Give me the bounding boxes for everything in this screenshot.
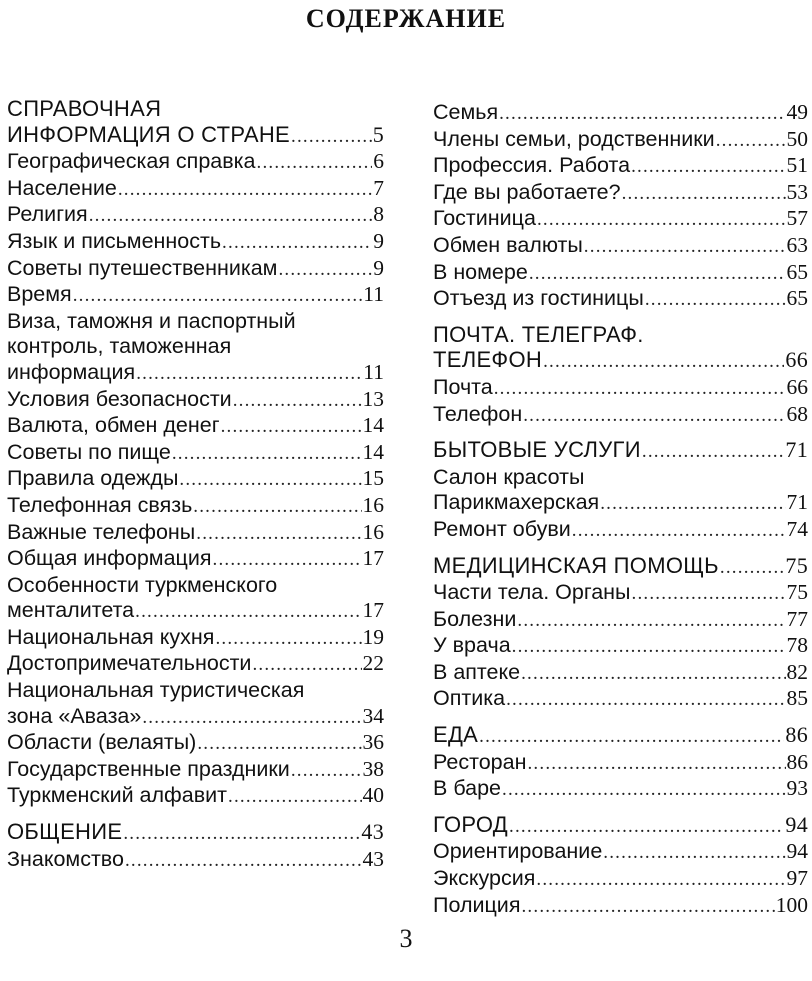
toc-section	[433, 722, 808, 803]
toc-entry-title: Достопримечательности	[7, 651, 252, 676]
toc-page-number: 97	[786, 866, 808, 891]
toc-entry	[433, 633, 808, 660]
dot-leader	[222, 230, 372, 256]
dot-leader	[291, 124, 372, 150]
toc-entry-title: Государственные праздники	[7, 756, 290, 781]
dot-leader	[179, 467, 361, 493]
dot-leader	[142, 705, 361, 731]
toc-entry	[7, 757, 384, 784]
toc-entry-title: ИНФОРМАЦИЯ О СТРАНЕ	[7, 121, 291, 147]
toc-section	[433, 322, 808, 428]
toc-page-number: 77	[786, 606, 808, 631]
toc-entry-title: Члены семьи, родственники	[433, 126, 715, 151]
toc-page-number: 93	[786, 776, 808, 801]
toc-entry-title: Экскурсия	[433, 866, 536, 891]
toc-entry-title: Важные телефоны	[7, 519, 196, 544]
toc-entry-title: Туркменский алфавит	[7, 783, 227, 808]
toc-page-number: 14	[362, 413, 384, 438]
toc-left-column	[7, 96, 384, 873]
dot-leader	[529, 261, 786, 287]
toc-page-number: 13	[362, 386, 384, 411]
toc-page-number: 11	[363, 282, 384, 307]
toc-entry-title: В аптеке	[433, 659, 521, 684]
dot-leader	[523, 403, 785, 429]
toc-page-number: 86	[786, 749, 808, 774]
toc-entry-title: Гостиница	[433, 206, 536, 231]
toc-entry	[433, 153, 808, 180]
toc-entry	[433, 893, 808, 920]
toc-page-number: 6	[373, 149, 384, 174]
toc-entry-title: Валюта, обмен денег	[7, 413, 220, 438]
dot-leader	[600, 491, 785, 517]
toc-page-number: 34	[362, 703, 384, 728]
dot-leader	[527, 751, 785, 777]
toc-page-number: 9	[373, 228, 384, 253]
toc-entry-title: Религия	[7, 202, 88, 227]
dot-leader	[572, 518, 786, 544]
toc-page-number: 50	[786, 126, 808, 151]
toc-entry	[7, 282, 384, 309]
toc-entry-title: Части тела. Органы	[433, 580, 631, 605]
dot-leader	[521, 661, 785, 687]
dot-leader	[136, 361, 362, 387]
dot-leader	[512, 634, 786, 660]
toc-entry-title: СПРАВОЧНАЯ	[7, 96, 162, 121]
toc-entry-title: МЕДИЦИНСКАЯ ПОМОЩЬ	[433, 552, 719, 578]
toc-entry	[7, 413, 384, 440]
toc-page-number: 75	[786, 580, 808, 605]
toc-page-number: 85	[786, 686, 808, 711]
toc-entry-title: Болезни	[433, 606, 517, 631]
toc-page-number: 38	[362, 756, 384, 781]
dot-leader	[720, 555, 785, 581]
dot-leader	[118, 177, 372, 203]
toc-entry-title: зона «Аваза»	[7, 703, 142, 728]
toc-entry	[7, 678, 384, 730]
dot-leader	[172, 441, 362, 467]
toc-entry	[7, 387, 384, 414]
page-number: 3	[399, 924, 413, 953]
toc-entry-title: Полиция	[433, 892, 521, 917]
dot-leader	[603, 840, 785, 866]
toc-entry	[433, 580, 808, 607]
toc-section-heading	[433, 722, 808, 750]
toc-entry	[7, 520, 384, 547]
dot-leader	[197, 731, 361, 757]
toc-page-number: 74	[786, 516, 808, 541]
toc-entry-title: Салон красоты	[433, 464, 585, 489]
toc-entry	[7, 202, 384, 229]
toc-entry-title: Профессия. Работа	[433, 153, 631, 178]
toc-entry-title: Географическая справка	[7, 149, 256, 174]
toc-page-number: 16	[362, 519, 384, 544]
toc-entry-title: В номере	[433, 259, 528, 284]
toc-section	[7, 96, 384, 810]
toc-entry-title: ЕДА	[433, 722, 479, 748]
toc-entry-title: Советы путешественникам	[7, 255, 278, 280]
toc-page-number: 51	[786, 153, 808, 178]
toc-section	[433, 553, 808, 714]
toc-entry-title: Виза, таможня и паспортный	[7, 308, 296, 333]
toc-page-number: 71	[785, 437, 808, 463]
toc-entry	[433, 465, 808, 517]
toc-entry-title: Телефонная связь	[7, 492, 193, 517]
dot-leader	[257, 150, 373, 176]
toc-entry	[433, 839, 808, 866]
dot-leader	[584, 234, 786, 260]
dot-leader	[521, 894, 774, 920]
dot-leader	[716, 128, 786, 154]
toc-entry	[7, 229, 384, 256]
toc-entry-title: Условия безопасности	[7, 386, 232, 411]
toc-page-number: 94	[785, 811, 808, 837]
toc-page-number: 43	[361, 819, 384, 845]
toc-page-number: 57	[786, 206, 808, 231]
toc-page-number: 65	[786, 286, 808, 311]
toc-page-number: 17	[362, 546, 384, 571]
toc-entry	[433, 100, 808, 127]
toc-entry	[433, 402, 808, 429]
page-title: СОДЕРЖАНИЕ	[305, 4, 507, 33]
toc-page-number: 86	[785, 722, 808, 748]
toc-entry	[433, 206, 808, 233]
toc-entry-title: Области (велаяты)	[7, 730, 197, 755]
toc-page-number: 66	[785, 347, 808, 373]
dot-leader	[536, 867, 785, 893]
dot-leader	[502, 777, 785, 803]
toc-page-number: 5	[372, 121, 384, 147]
toc-entry-title: ТЕЛЕФОН	[433, 347, 543, 373]
toc-entry-title: БЫТОВЫЕ УСЛУГИ	[433, 437, 641, 463]
dot-leader	[537, 207, 786, 233]
toc-entry	[7, 256, 384, 283]
toc-entry-title: Общая информация	[7, 546, 212, 571]
toc-section	[433, 437, 808, 543]
toc-section-heading	[433, 812, 808, 840]
toc-entry	[433, 127, 808, 154]
toc-page-number: 100	[775, 892, 808, 917]
toc-section-heading	[433, 553, 808, 581]
dot-leader	[517, 608, 785, 634]
dot-leader	[631, 154, 785, 180]
dot-leader	[193, 494, 361, 520]
toc-entry-title: Ориентирование	[433, 839, 603, 864]
toc-entry	[7, 573, 384, 625]
dot-leader	[123, 821, 360, 847]
dot-leader	[499, 101, 785, 127]
toc-section	[433, 100, 808, 313]
toc-right-column	[433, 100, 808, 919]
toc-page-number: 65	[786, 259, 808, 284]
toc-page-number: 16	[362, 492, 384, 517]
toc-entry	[7, 493, 384, 520]
dot-leader	[213, 547, 362, 573]
toc-section-heading	[433, 437, 808, 465]
toc-entry-title: менталитета	[7, 598, 135, 623]
dot-leader	[479, 724, 784, 750]
dot-leader	[278, 257, 372, 283]
toc-page-number: 8	[373, 202, 384, 227]
toc-entry-title: Время	[7, 282, 72, 307]
toc-page-number: 17	[362, 598, 384, 623]
dot-leader	[645, 287, 786, 313]
toc-page-number: 49	[786, 100, 808, 124]
dot-leader	[291, 758, 362, 784]
dot-leader	[543, 349, 784, 375]
dot-leader	[622, 181, 786, 207]
toc-entry-title: Семья	[433, 100, 499, 124]
toc-entry	[433, 686, 808, 713]
toc-entry-title: Национальная туристическая	[7, 678, 305, 703]
toc-entry-title: информация	[7, 359, 136, 384]
toc-entry	[433, 180, 808, 207]
toc-entry-title: Обмен валюты	[433, 232, 583, 257]
toc-entry	[7, 651, 384, 678]
dot-leader	[221, 414, 362, 440]
toc-entry	[7, 546, 384, 573]
toc-entry-title: В баре	[433, 776, 502, 801]
dot-leader	[89, 203, 373, 229]
toc-page-number: 66	[786, 374, 808, 399]
toc-entry-title: Особенности туркменского	[7, 572, 278, 597]
dot-leader	[228, 784, 362, 810]
dot-leader	[125, 848, 362, 874]
dot-leader	[252, 652, 361, 678]
toc-page-number: 36	[362, 730, 384, 755]
toc-entry	[7, 176, 384, 203]
toc-entry-title: Правила одежды	[7, 466, 179, 491]
dot-leader	[233, 388, 362, 414]
toc-section	[433, 812, 808, 919]
toc-section-heading	[7, 96, 384, 149]
toc-page-number: 53	[786, 179, 808, 204]
toc-entry-title: У врача	[433, 633, 511, 658]
toc-page-number: 68	[786, 401, 808, 426]
dot-leader	[642, 439, 785, 465]
toc-entry-title: ГОРОД	[433, 811, 509, 837]
toc-entry-title: контроль, таможенная	[7, 334, 232, 359]
toc-entry	[7, 440, 384, 467]
toc-entry-title: Советы по пище	[7, 439, 171, 464]
dot-leader	[215, 626, 361, 652]
toc-page-number: 94	[786, 839, 808, 864]
toc-entry-title: Ремонт обуви	[433, 516, 571, 541]
toc-entry	[7, 730, 384, 757]
toc-entry-title: Парикмахерская	[433, 490, 600, 515]
toc-page-number: 9	[373, 255, 384, 280]
toc-entry-title: Телефон	[433, 401, 523, 426]
dot-leader	[135, 599, 361, 625]
toc-entry	[433, 286, 808, 313]
toc-entry	[7, 625, 384, 652]
toc-entry-title: ПОЧТА. ТЕЛЕГРАФ.	[433, 321, 644, 347]
toc-entry	[7, 466, 384, 493]
toc-entry	[433, 607, 808, 634]
toc-page-number: 78	[786, 633, 808, 658]
toc-page-number: 15	[362, 466, 384, 491]
toc-page-number: 82	[786, 659, 808, 684]
toc-entry	[7, 847, 384, 874]
dot-leader	[494, 376, 786, 402]
toc-entry-title: Язык и письменность	[7, 228, 222, 253]
toc-page-number: 11	[363, 359, 384, 384]
toc-page-number: 19	[362, 624, 384, 649]
toc-entry	[433, 866, 808, 893]
toc-entry-title: Ресторан	[433, 749, 527, 774]
dot-leader	[73, 283, 363, 309]
toc-entry-title: ОБЩЕНИЕ	[7, 819, 123, 845]
dot-leader	[196, 521, 361, 547]
toc-entry	[433, 517, 808, 544]
toc-page-number: 63	[786, 232, 808, 257]
dot-leader	[632, 581, 786, 607]
toc-entry-title: Где вы работаете?	[433, 179, 621, 204]
dot-leader	[506, 687, 785, 713]
toc-page-number: 7	[373, 175, 384, 200]
toc-section-heading	[433, 322, 808, 375]
toc-entry-title: Национальная кухня	[7, 624, 215, 649]
toc-entry	[7, 149, 384, 176]
toc-entry	[433, 233, 808, 260]
toc-section-heading	[7, 819, 384, 847]
toc-entry	[433, 776, 808, 803]
toc-page-number: 43	[362, 846, 384, 871]
toc-entry-title: Население	[7, 175, 117, 200]
toc-entry-title: Почта	[433, 374, 493, 399]
toc-entry	[433, 260, 808, 287]
toc-page-number: 75	[785, 552, 808, 578]
toc-page-number: 40	[362, 783, 384, 808]
toc-entry	[7, 783, 384, 810]
toc-entry-title: Знакомство	[7, 846, 124, 871]
toc-entry	[433, 660, 808, 687]
toc-entry-title: Оптика	[433, 686, 506, 711]
toc-entry	[433, 375, 808, 402]
toc-section	[7, 819, 384, 873]
toc-page-number: 22	[362, 651, 384, 676]
toc-page-number: 14	[362, 439, 384, 464]
toc-entry	[7, 309, 384, 387]
toc-entry-title: Отъезд из гостиницы	[433, 286, 644, 311]
toc-entry	[433, 750, 808, 777]
dot-leader	[509, 814, 784, 840]
toc-page-number: 71	[786, 490, 808, 515]
